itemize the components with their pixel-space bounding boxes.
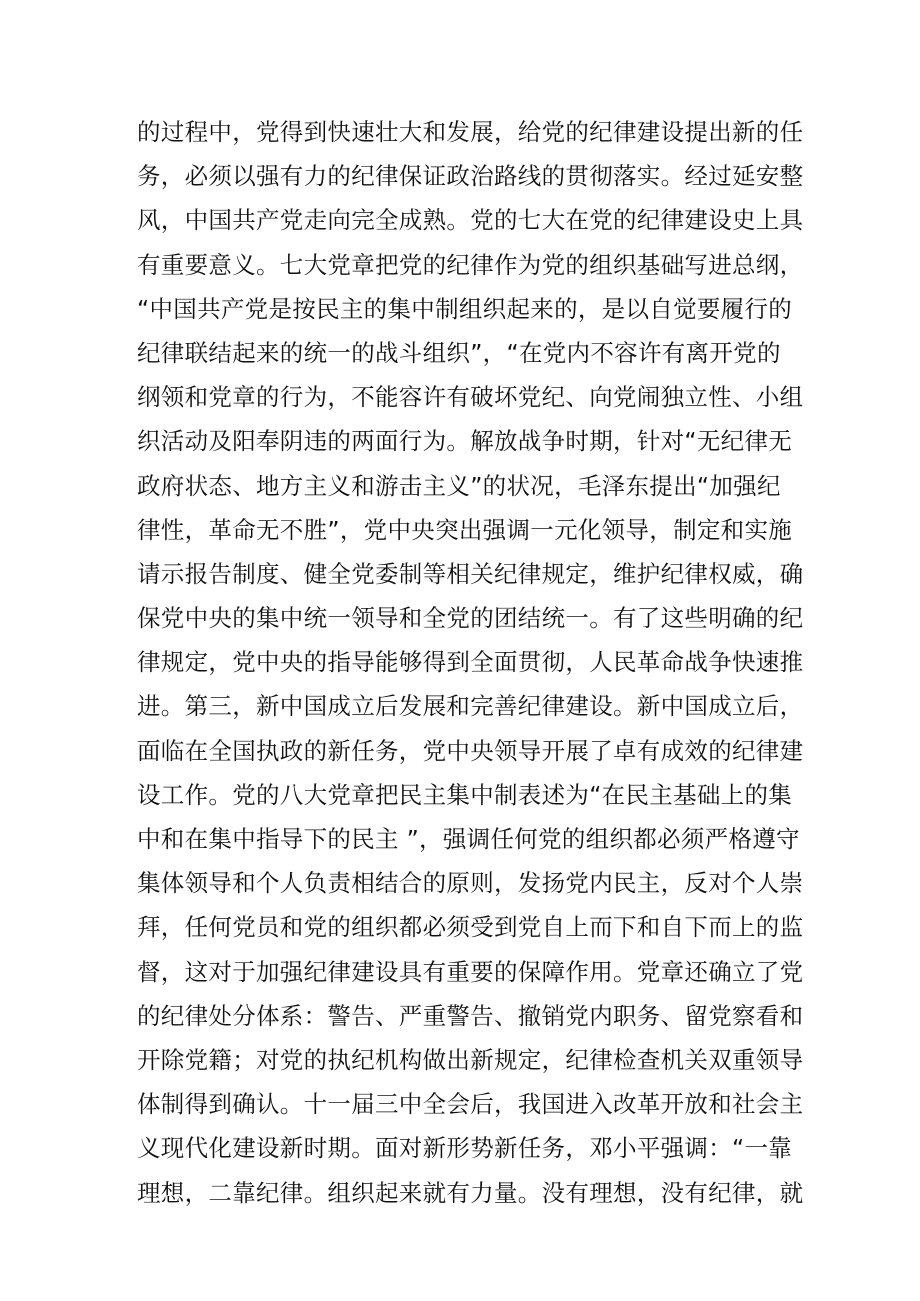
text-line: 纲领和党章的行为，不能容许有破坏党纪、向党闹独立性、小组: [137, 383, 804, 412]
text-line: 义现代化建设新时期。面对新形势新任务，邓小平强调：“一靠: [137, 1134, 793, 1163]
text-line: 保党中央的集中统一领导和全党的团结统一。有了这些明确的纪: [137, 604, 804, 633]
text-line: 督，这对于加强纪律建设具有重要的保障作用。党章还确立了党: [137, 957, 804, 986]
text-line: 面临在全国执政的新任务，党中央领导开展了卓有成效的纪律建: [137, 736, 804, 765]
text-line: 风，中国共产党走向完全成熟。党的七大在党的纪律建设史上具: [137, 206, 804, 235]
text-line: 的纪律处分体系：警告、严重警告、撤销党内职务、留党察看和: [137, 1001, 804, 1030]
text-line: 律性，革命无不胜”，党中央突出强调一元化领导，制定和实施: [137, 515, 793, 544]
text-line: 有重要意义。七大党章把党的纪律作为党的组织基础写进总纲，: [137, 250, 804, 279]
text-line: 纪律联结起来的统一的战斗组织”，“在党内不容许有离开党的: [137, 338, 781, 367]
text-line: 集体领导和个人负责相结合的原则，发扬党内民主，反对个人崇: [137, 869, 804, 898]
body-text: [137, 110, 804, 1215]
text-line: 请示报告制度、健全党委制等相关纪律规定，维护纪律权威，确: [137, 559, 804, 588]
text-line: 律规定，党中央的指导能够得到全面贯彻，人民革命战争快速推: [137, 648, 804, 677]
text-line: 理想，二靠纪律。组织起来就有力量。没有理想，没有纪律，就: [137, 1178, 804, 1207]
text-line: 拜，任何党员和党的组织都必须受到党自上而下和自下而上的监: [137, 913, 804, 942]
text-line: 的过程中，党得到快速壮大和发展，给党的纪律建设提出新的任: [137, 118, 804, 146]
text-line: 政府状态、地方主义和游击主义”的状况，毛泽东提出“加强纪: [137, 471, 781, 500]
text-line: 开除党籍；对党的执纪机构做出新规定，纪律检查机关双重领导: [137, 1045, 804, 1074]
text-line: 进。第三，新中国成立后发展和完善纪律建设。新中国成立后，: [137, 692, 804, 721]
text-line: 中和在集中指导下的民主 ”，强调任何党的组织都必须严格遵守: [137, 825, 800, 853]
text-line: “中国共产党是按民主的集中制组织起来的，是以自觉要履行的: [137, 294, 793, 323]
text-line: 体制得到确认。十一届三中全会后，我国进入改革开放和社会主: [137, 1090, 804, 1119]
text-line: 务，必须以强有力的纪律保证政治路线的贯彻落实。经过延安整: [137, 162, 804, 191]
text-line: 设工作。党的八大党章把民主集中制表述为“在民主基础上的集: [137, 780, 793, 809]
text-line: 织活动及阳奉阴违的两面行为。解放战争时期，针对“无纪律无: [137, 427, 793, 456]
